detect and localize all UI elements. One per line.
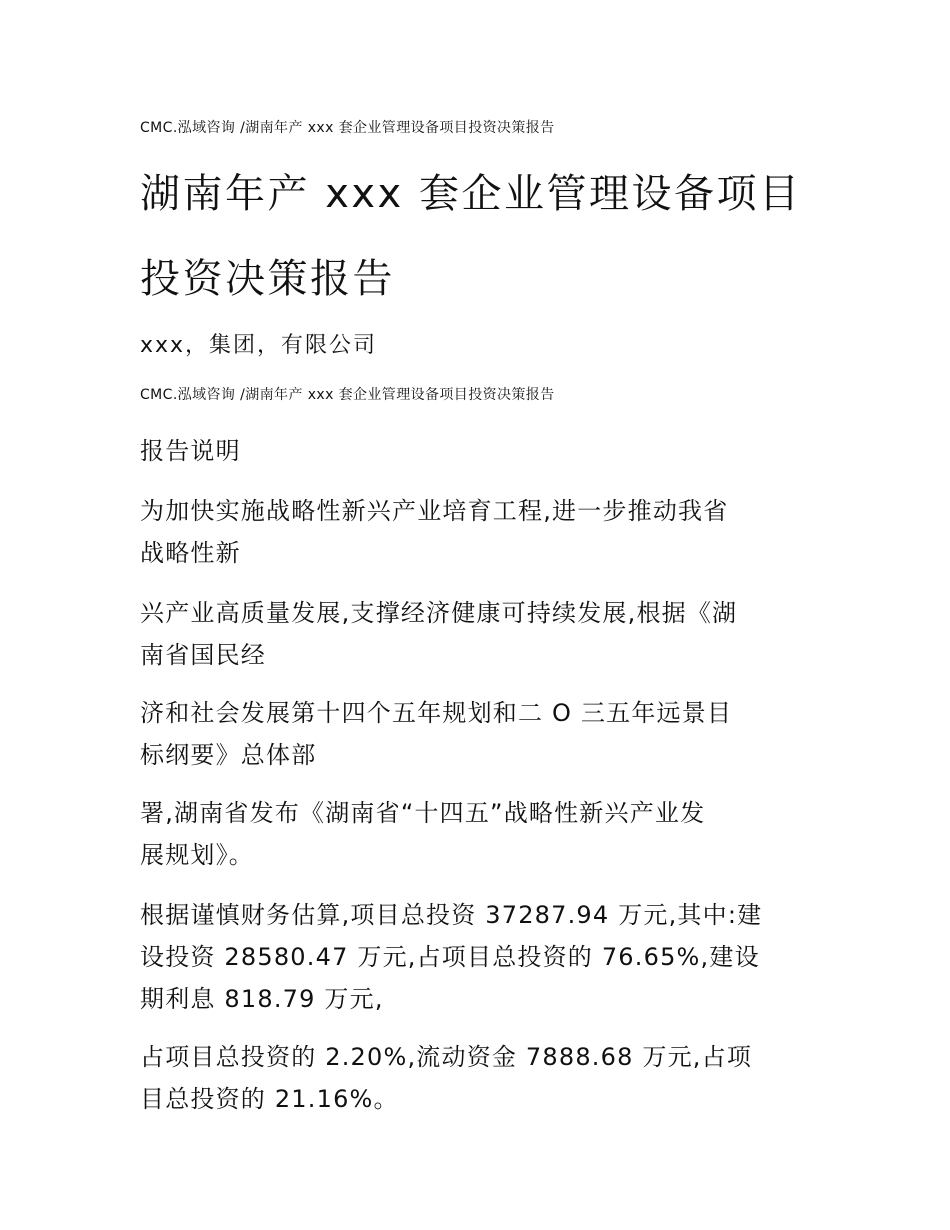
paragraph-line: 兴产业高质量发展,支撑经济健康可持续发展,根据《湖 <box>140 599 738 627</box>
paragraph-line: 署,湖南省发布《湖南省“十四五”战略性新兴产业发 <box>140 799 706 827</box>
paragraph-4 <box>140 792 820 876</box>
title-line-2: 投资决策报告 <box>140 256 395 302</box>
paragraph-line: 为加快实施战略性新兴产业培育工程,进一步推动我省 <box>140 497 729 525</box>
paragraph-3 <box>140 692 820 776</box>
company-name: xxx，集团，有限公司 <box>140 333 378 358</box>
page-header: CMC.泓域咨询 /湖南年产 xxx 套企业管理设备项目投资决策报告 <box>140 120 555 136</box>
paragraph-line: 期利息 818.79 万元, <box>140 985 384 1013</box>
paragraph-line: 济和社会发展第十四个五年规划和二 O 三五年远景目 <box>140 699 733 727</box>
paragraph-line: 设投资 28580.47 万元,占项目总投资的 76.65%,建设 <box>140 943 760 971</box>
paragraph-line: 标纲要》总体部 <box>140 741 317 769</box>
paragraph-2 <box>140 592 820 676</box>
paragraph-line: 战略性新 <box>140 539 241 567</box>
section-heading <box>140 430 820 472</box>
paragraph-6 <box>140 1036 820 1120</box>
paragraph-line: 南省国民经 <box>140 641 266 669</box>
title-line-1: 湖南年产 xxx 套企业管理设备项目 <box>140 171 802 217</box>
page-header-repeat: CMC.泓域咨询 /湖南年产 xxx 套企业管理设备项目投资决策报告 <box>140 387 555 403</box>
paragraph-5 <box>140 894 820 1020</box>
paragraph-line: 展规划》。 <box>140 841 254 869</box>
paragraph-1 <box>140 490 820 574</box>
section-heading-text: 报告说明 <box>140 437 241 465</box>
paragraph-line: 根据谨慎财务估算,项目总投资 37287.94 万元,其中:建 <box>140 901 763 929</box>
paragraph-line: 目总投资的 21.16%。 <box>140 1085 399 1113</box>
paragraph-line: 占项目总投资的 2.20%,流动资金 7888.68 万元,占项 <box>140 1043 753 1071</box>
